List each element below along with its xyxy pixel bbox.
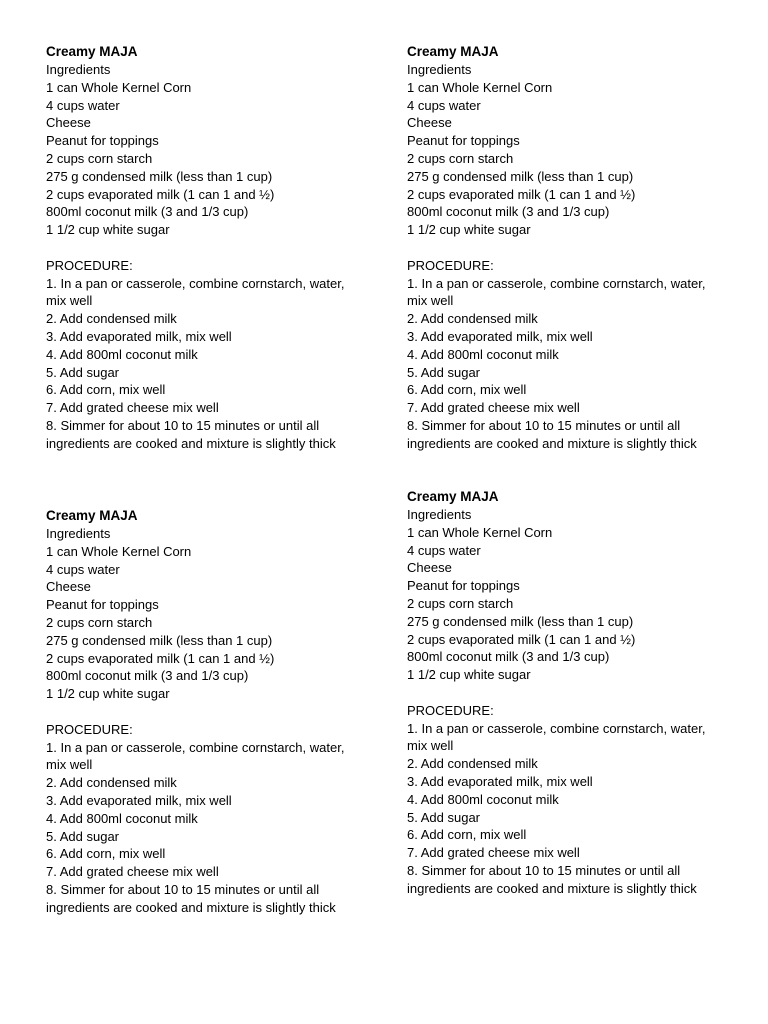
procedure-step: 4. Add 800ml coconut milk [407, 346, 559, 362]
procedure-step: 1. In a pan or casserole, combine cornstarch, water, mix well [407, 720, 706, 754]
ingredient-item: 2 cups evaporated milk (1 can 1 and ½) [46, 186, 275, 202]
procedure-step: 3. Add evaporated milk, mix well [407, 773, 593, 789]
spacer [407, 684, 725, 702]
ingredient-item: Cheese [46, 115, 91, 131]
procedure-step: 1. In a pan or casserole, combine cornstarch, water, mix well [407, 275, 706, 309]
ingredients-heading: Ingredients [46, 526, 111, 541]
ingredient-item: 800ml coconut milk (3 and 1/3 cup) [407, 204, 610, 220]
ingredients-heading: Ingredients [407, 507, 472, 522]
ingredient-item: Cheese [46, 579, 91, 595]
procedure-step: 3. Add evaporated milk, mix well [46, 328, 232, 344]
ingredient-item: 275 g condensed milk (less than 1 cup) [407, 168, 634, 184]
ingredient-item: 2 cups evaporated milk (1 can 1 and ½) [407, 186, 636, 202]
procedure-step: 6. Add corn, mix well [407, 827, 527, 843]
procedure-step: 2. Add condensed milk [407, 311, 538, 327]
recipe-block [46, 43, 364, 453]
ingredient-item: 2 cups corn starch [407, 595, 514, 611]
procedure-step: 4. Add 800ml coconut milk [407, 791, 559, 807]
recipe-block [407, 43, 725, 453]
spacer [46, 239, 364, 257]
ingredient-item: Cheese [407, 560, 452, 576]
procedure-step: 7. Add grated cheese mix well [407, 400, 580, 416]
procedure-step: 2. Add condensed milk [46, 311, 177, 327]
procedure-step: 7. Add grated cheese mix well [46, 864, 219, 880]
procedure-heading: PROCEDURE: [46, 721, 133, 737]
ingredient-item: 1 can Whole Kernel Corn [407, 79, 553, 95]
ingredient-item: 275 g condensed milk (less than 1 cup) [407, 613, 634, 629]
procedure-step: 2. Add condensed milk [407, 756, 538, 772]
ingredient-item: 1 1/2 cup white sugar [407, 667, 531, 683]
ingredient-item: Peanut for toppings [46, 597, 159, 613]
ingredients-heading: Ingredients [407, 62, 472, 77]
procedure-heading: PROCEDURE: [407, 257, 494, 273]
procedure-step: 1. In a pan or casserole, combine cornstarch, water, mix well [46, 739, 345, 773]
procedure-step: 7. Add grated cheese mix well [46, 400, 219, 416]
recipe-block [407, 488, 725, 898]
ingredient-item: 800ml coconut milk (3 and 1/3 cup) [46, 668, 249, 684]
procedure-step: 8. Simmer for about 10 to 15 minutes or until all ingredients are cooked and mixture is slightly thick [407, 417, 697, 451]
ingredient-item: 1 can Whole Kernel Corn [407, 524, 553, 540]
procedure-heading: PROCEDURE: [46, 257, 133, 273]
ingredient-item: 4 cups water [407, 542, 481, 558]
recipe-title: Creamy MAJA [407, 44, 499, 59]
procedure-step: 6. Add corn, mix well [46, 846, 166, 862]
procedure-step: 5. Add sugar [46, 828, 119, 844]
ingredients-heading: Ingredients [46, 62, 111, 77]
ingredient-item: 800ml coconut milk (3 and 1/3 cup) [46, 204, 249, 220]
procedure-step: 6. Add corn, mix well [407, 382, 527, 398]
recipe-block [46, 507, 364, 917]
ingredient-item: 2 cups evaporated milk (1 can 1 and ½) [46, 650, 275, 666]
spacer [46, 703, 364, 721]
procedure-step: 8. Simmer for about 10 to 15 minutes or until all ingredients are cooked and mixture is slightly thick [407, 862, 697, 896]
ingredient-item: 1 can Whole Kernel Corn [46, 543, 192, 559]
ingredient-item: 2 cups evaporated milk (1 can 1 and ½) [407, 631, 636, 647]
ingredient-item: Cheese [407, 115, 452, 131]
procedure-step: 7. Add grated cheese mix well [407, 845, 580, 861]
ingredient-item: Peanut for toppings [46, 133, 159, 149]
ingredient-item: Peanut for toppings [407, 133, 520, 149]
ingredient-item: 2 cups corn starch [407, 150, 514, 166]
ingredient-item: 275 g condensed milk (less than 1 cup) [46, 168, 273, 184]
ingredient-item: 4 cups water [407, 97, 481, 113]
recipe-title: Creamy MAJA [46, 44, 138, 59]
recipe-title: Creamy MAJA [46, 508, 138, 523]
procedure-step: 4. Add 800ml coconut milk [46, 810, 198, 826]
ingredient-item: Peanut for toppings [407, 578, 520, 594]
ingredient-item: 4 cups water [46, 97, 120, 113]
procedure-step: 6. Add corn, mix well [46, 382, 166, 398]
procedure-step: 2. Add condensed milk [46, 775, 177, 791]
ingredient-item: 2 cups corn starch [46, 614, 153, 630]
procedure-step: 3. Add evaporated milk, mix well [46, 792, 232, 808]
procedure-step: 8. Simmer for about 10 to 15 minutes or until all ingredients are cooked and mixture is slightly thick [46, 417, 336, 451]
ingredient-item: 1 1/2 cup white sugar [407, 222, 531, 238]
procedure-step: 1. In a pan or casserole, combine cornstarch, water, mix well [46, 275, 345, 309]
ingredient-item: 275 g condensed milk (less than 1 cup) [46, 632, 273, 648]
ingredient-item: 1 can Whole Kernel Corn [46, 79, 192, 95]
ingredient-item: 800ml coconut milk (3 and 1/3 cup) [407, 649, 610, 665]
spacer [407, 239, 725, 257]
procedure-step: 4. Add 800ml coconut milk [46, 346, 198, 362]
procedure-heading: PROCEDURE: [407, 702, 494, 718]
ingredient-item: 1 1/2 cup white sugar [46, 686, 170, 702]
procedure-step: 5. Add sugar [407, 364, 480, 380]
procedure-step: 5. Add sugar [407, 809, 480, 825]
procedure-step: 3. Add evaporated milk, mix well [407, 328, 593, 344]
ingredient-item: 4 cups water [46, 561, 120, 577]
procedure-step: 5. Add sugar [46, 364, 119, 380]
ingredient-item: 1 1/2 cup white sugar [46, 222, 170, 238]
procedure-step: 8. Simmer for about 10 to 15 minutes or until all ingredients are cooked and mixture is slightly thick [46, 881, 336, 915]
ingredient-item: 2 cups corn starch [46, 150, 153, 166]
recipe-title: Creamy MAJA [407, 489, 499, 504]
